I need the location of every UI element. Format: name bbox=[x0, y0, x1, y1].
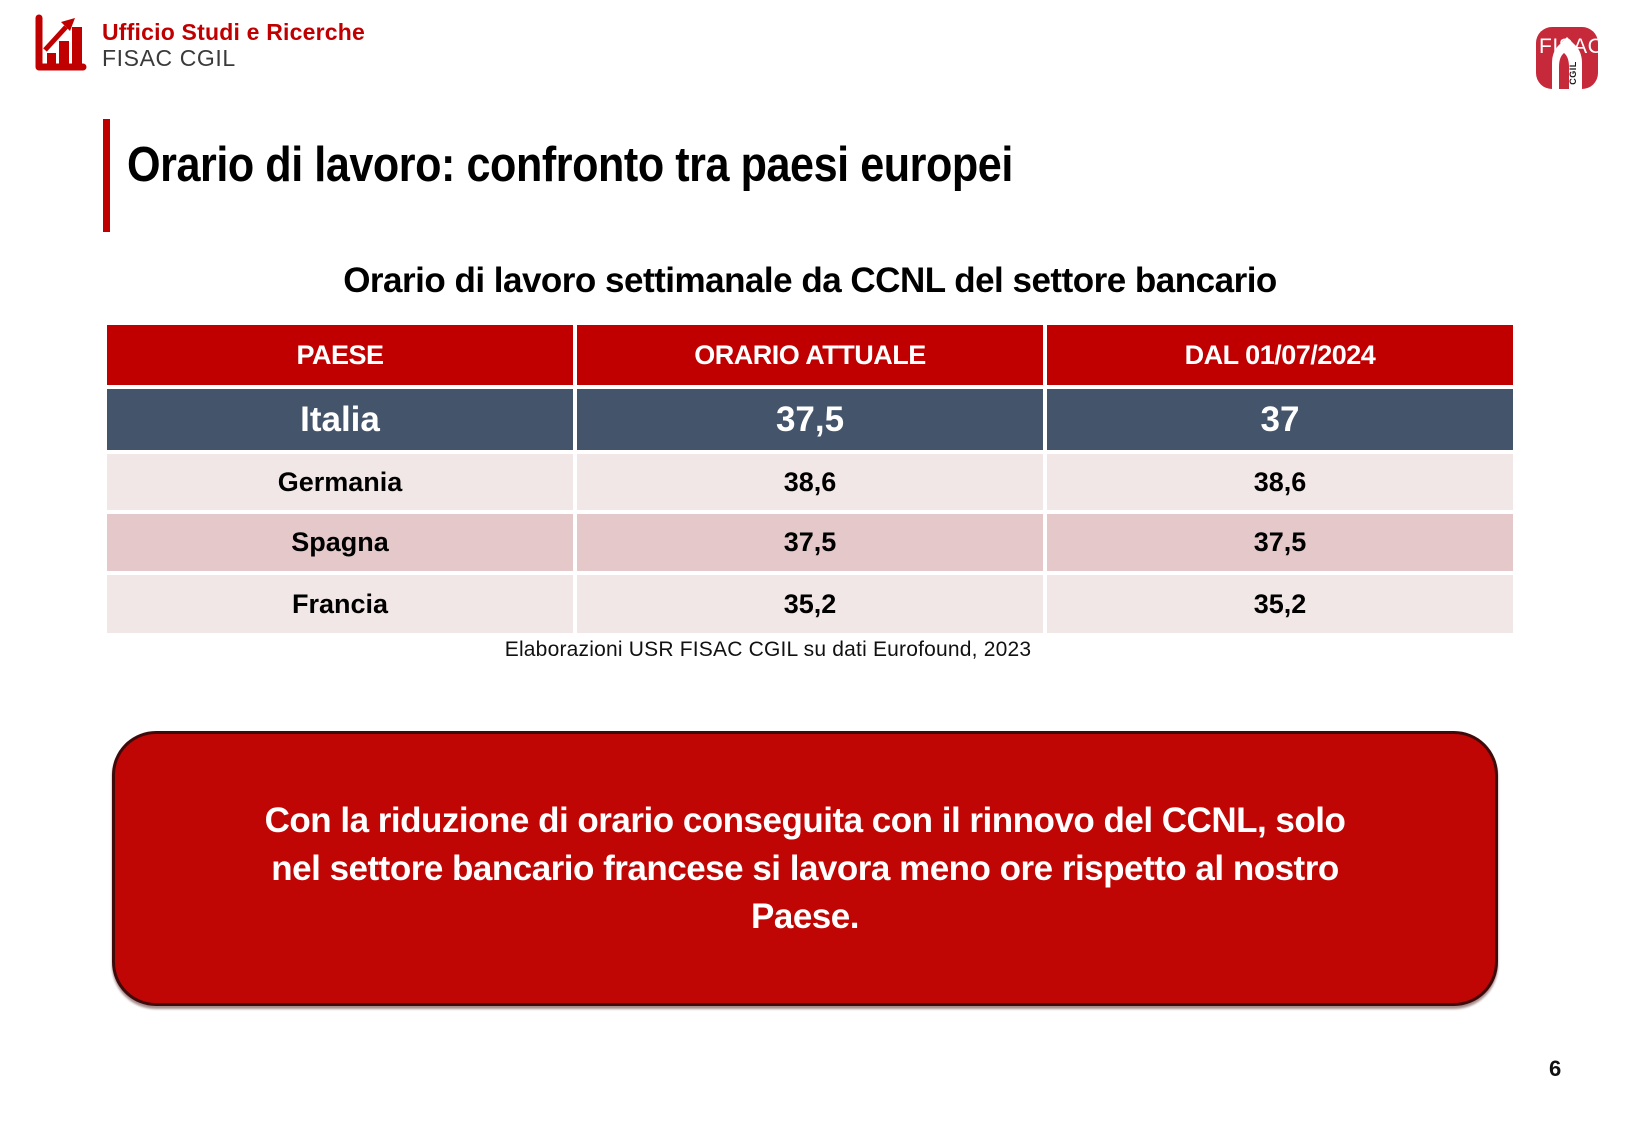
working-hours-table bbox=[107, 325, 1513, 633]
bar-chart-arrow-icon bbox=[33, 13, 87, 73]
table-source-note: Elaborazioni USR FISAC CGIL su dati Eurofound, 2023 bbox=[504, 638, 1032, 661]
callout-text bbox=[265, 797, 1346, 941]
cell-paese: Italia bbox=[107, 389, 573, 450]
callout-line: Con la riduzione di orario conseguita con il rinnovo del CCNL, solo bbox=[264, 800, 1346, 840]
cell-dal: 38,6 bbox=[1047, 454, 1513, 510]
table-title: Orario di lavoro settimanale da CCNL del settore bancario bbox=[343, 261, 1277, 300]
cell-paese: Germania bbox=[107, 454, 573, 510]
table-row-italia bbox=[107, 389, 1513, 450]
cell-dal: 37 bbox=[1047, 389, 1513, 450]
org-title: Ufficio Studi e Ricerche bbox=[102, 19, 365, 45]
title-accent-bar bbox=[103, 119, 110, 232]
cell-orario-attuale: 37,5 bbox=[577, 389, 1043, 450]
org-text bbox=[102, 13, 365, 72]
org-name: FISAC CGIL bbox=[102, 44, 236, 71]
cell-orario-attuale: 37,5 bbox=[577, 514, 1043, 571]
callout-line: Paese. bbox=[751, 896, 859, 936]
fisac-logo-acronym: FISAC bbox=[1539, 35, 1598, 58]
fisac-logo-union: CGIL bbox=[1568, 61, 1578, 85]
table-row-spagna bbox=[107, 514, 1513, 571]
org-logo bbox=[33, 13, 365, 73]
fisac-cgil-logo bbox=[1536, 27, 1598, 94]
cell-dal: 35,2 bbox=[1047, 575, 1513, 633]
col-header-orario-attuale: ORARIO ATTUALE bbox=[577, 325, 1043, 385]
cell-orario-attuale: 38,6 bbox=[577, 454, 1043, 510]
table-row-francia bbox=[107, 575, 1513, 633]
callout-line: nel settore bancario francese si lavora meno ore rispetto al nostro bbox=[271, 848, 1339, 888]
cell-paese: Francia bbox=[107, 575, 573, 633]
table-header-row bbox=[107, 325, 1513, 385]
col-header-dal-01-07-2024: DAL 01/07/2024 bbox=[1047, 325, 1513, 385]
callout-box bbox=[112, 731, 1498, 1006]
cell-paese: Spagna bbox=[107, 514, 573, 571]
cell-orario-attuale: 35,2 bbox=[577, 575, 1043, 633]
col-header-paese: PAESE bbox=[107, 325, 573, 385]
table-row-germania bbox=[107, 454, 1513, 510]
fisac-cgil-logo-icon bbox=[1536, 27, 1598, 89]
page-title: Orario di lavoro: confronto tra paesi europei bbox=[127, 138, 1013, 192]
cell-dal: 37,5 bbox=[1047, 514, 1513, 571]
page-number: 6 bbox=[1549, 1056, 1562, 1081]
